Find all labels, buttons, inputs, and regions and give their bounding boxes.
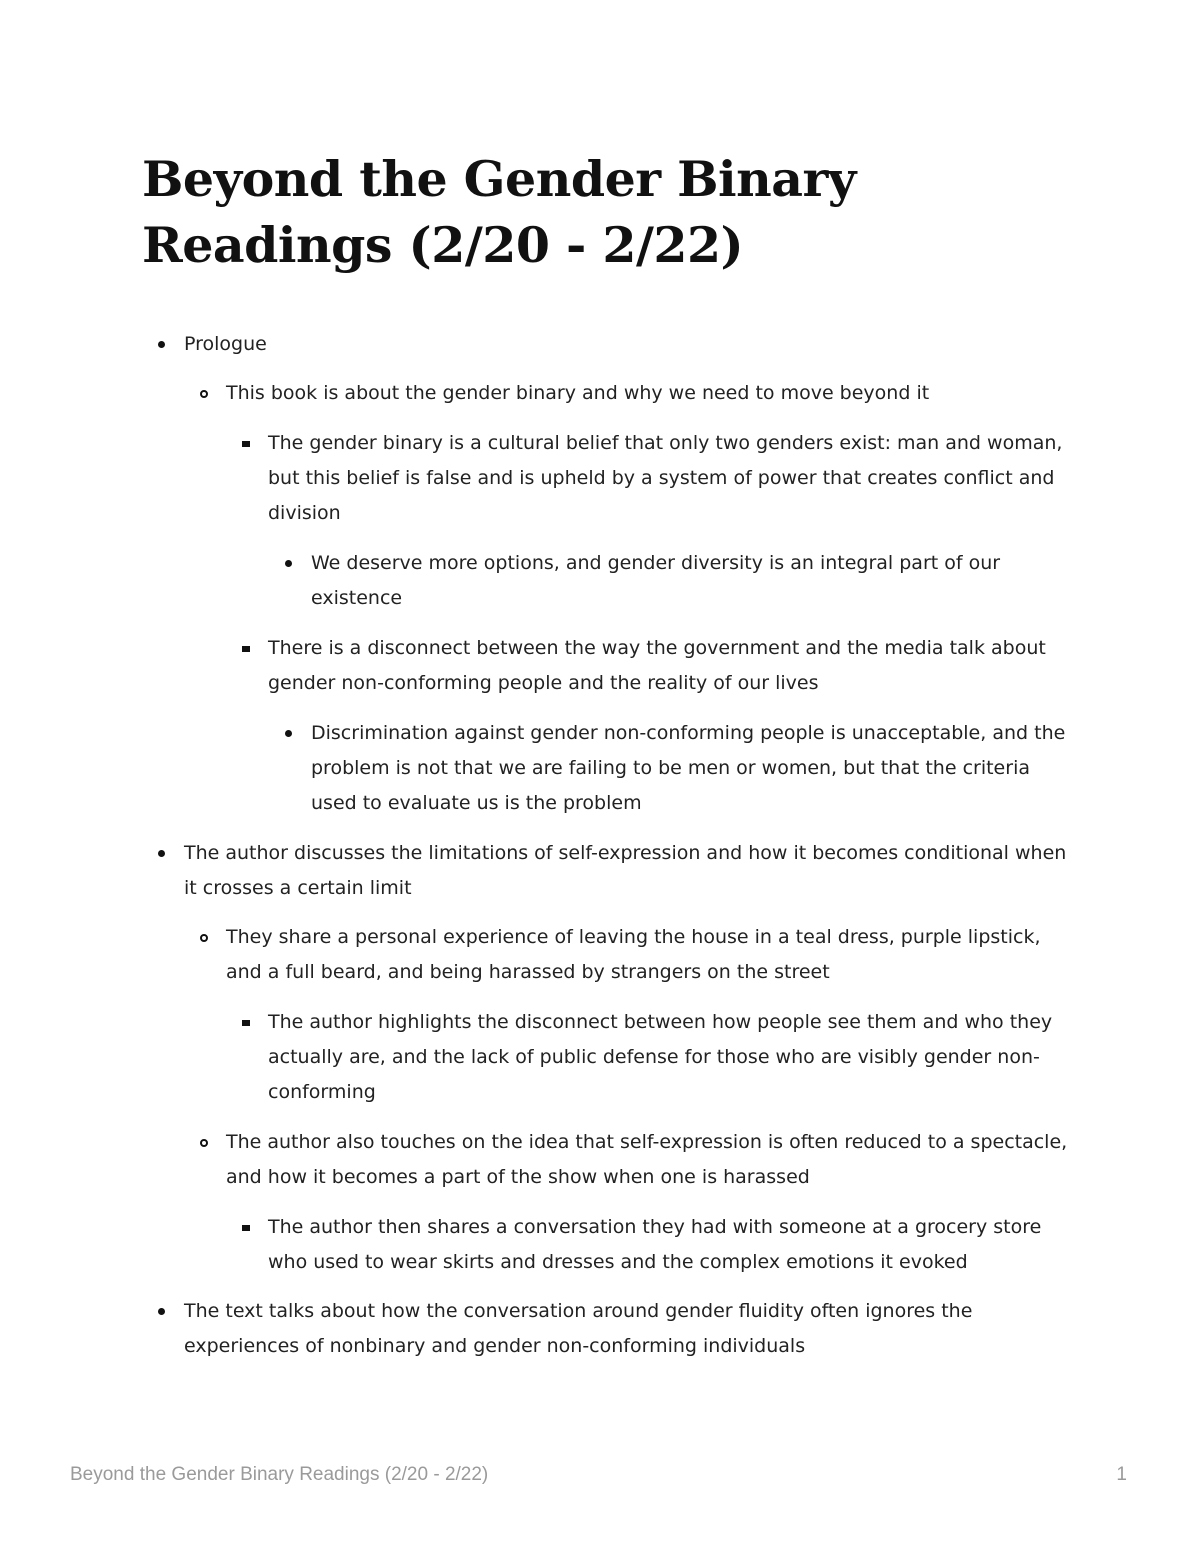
- list-item: [311, 546, 1031, 616]
- list-item-text: There is a disconnect between the way the government and the media talk about gender non-conforming people and the reality of our lives: [268, 637, 1046, 694]
- list-item: [226, 920, 1046, 990]
- page-title: Beyond the Gender Binary Readings (2/20 - 2/22): [142, 150, 856, 274]
- list-item-text: The author then shares a conversation they had with someone at a grocery store who used to wear skirts and dresses and the complex emotions it evoked: [268, 1216, 1042, 1273]
- list-item: [226, 1125, 1076, 1195]
- list-item: [226, 376, 1066, 411]
- page-number: 1: [1116, 1464, 1127, 1485]
- bullet-square-icon: [242, 1225, 250, 1231]
- bullet-disc-icon: [158, 850, 165, 857]
- list-item: [184, 327, 1064, 362]
- list-item: [268, 1005, 1058, 1110]
- list-item-text: Discrimination against gender non-conforming people is unacceptable, and the problem is not that we are failing to be men or women, but that the criteria used to evaluate us is the problem: [311, 722, 1066, 814]
- bullet-disc-icon: [285, 730, 292, 737]
- bullet-disc-icon: [158, 341, 165, 348]
- list-item-text: They share a personal experience of leaving the house in a teal dress, purple lipstick, and a full beard, and being harassed by strangers on the street: [226, 926, 1041, 983]
- bullet-disc-icon: [285, 560, 292, 567]
- list-item: [184, 836, 1084, 906]
- list-item: [268, 426, 1068, 531]
- bullet-disc-icon: [158, 1308, 165, 1315]
- list-item: [268, 1210, 1048, 1280]
- list-item: [311, 716, 1071, 821]
- list-item: [184, 1294, 1004, 1364]
- bullet-circle-icon: [200, 934, 208, 942]
- list-item: [268, 631, 1058, 701]
- bullet-circle-icon: [200, 1139, 208, 1147]
- list-item-text: The author discusses the limitations of self-expression and how it becomes conditional when it crosses a certain limit: [184, 842, 1067, 899]
- list-item-text: This book is about the gender binary and why we need to move beyond it: [226, 382, 930, 404]
- footer-title: Beyond the Gender Binary Readings (2/20 - 2/22): [70, 1464, 489, 1485]
- list-item-text: The author highlights the disconnect between how people see them and who they actually are, and the lack of public defense for those who are visibly gender non-conforming: [268, 1011, 1053, 1103]
- bullet-square-icon: [242, 1020, 250, 1026]
- list-item-text: The author also touches on the idea that self-expression is often reduced to a spectacle, and how it becomes a part of the show when one is harassed: [226, 1131, 1068, 1188]
- bullet-square-icon: [242, 646, 250, 652]
- list-item-text: Prologue: [184, 333, 267, 355]
- list-item-text: The gender binary is a cultural belief that only two genders exist: man and woman, but this belief is false and is upheld by a system of power that creates conflict and division: [268, 432, 1063, 524]
- list-item-text: The text talks about how the conversation around gender fluidity often ignores the experiences of nonbinary and gender non-conforming individuals: [184, 1300, 973, 1357]
- list-item-text: We deserve more options, and gender diversity is an integral part of our existence: [311, 552, 1001, 609]
- bullet-circle-icon: [200, 390, 208, 398]
- bullet-square-icon: [242, 441, 250, 447]
